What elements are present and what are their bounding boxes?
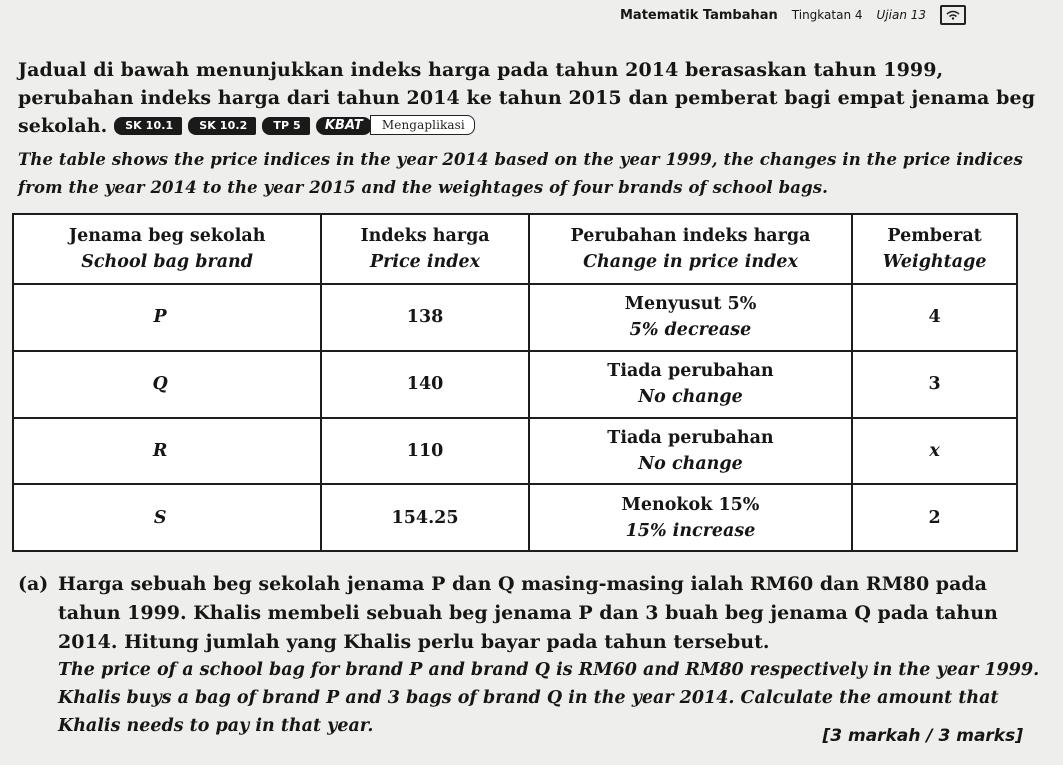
brand-cell: S bbox=[13, 484, 321, 551]
marks-label bbox=[760, 726, 1023, 746]
index-cell: 110 bbox=[321, 418, 529, 485]
table-row bbox=[13, 351, 1017, 418]
page-header bbox=[620, 4, 1040, 26]
subject-title: Matematik Tambahan bbox=[620, 7, 778, 23]
table-row bbox=[13, 418, 1017, 485]
question-english: The price of a school bag for brand P and brand Q is RM60 and RM80 respectively in the year 1999. Khalis buys a bag of brand P and 3 bags of brand Q in the year 2014. Calculate the amount that Khalis needs to pay in that year. bbox=[58, 660, 1040, 736]
header-weightage: Pemberat Weightage bbox=[852, 214, 1017, 284]
change-cell: Menyusut 5% 5% decrease bbox=[529, 284, 852, 351]
weight-cell: x bbox=[852, 418, 1017, 485]
weight-cell: 3 bbox=[852, 351, 1017, 418]
change-cell: Tiada perubahan No change bbox=[529, 418, 852, 485]
header-brand: Jenama beg sekolah School bag brand bbox=[13, 214, 321, 284]
index-cell: 140 bbox=[321, 351, 529, 418]
marks-english: 3 marks] bbox=[938, 726, 1023, 746]
exam-label: Ujian 13 bbox=[876, 8, 927, 22]
question-number: (a) bbox=[18, 573, 49, 595]
intro-malay-text: Jadual di bawah menunjukkan indeks harga pada tahun 2014 berasaskan tahun 1999, perubahan indeks harga dari tahun 2014 ke tahun 2015 dan pemberat bagi empat jenama beg sekolah. bbox=[18, 59, 1036, 137]
intro-malay bbox=[18, 56, 1043, 140]
tag-sk-10-1: SK 10.1 bbox=[114, 117, 182, 135]
tag-tp5: TP 5 bbox=[262, 117, 309, 135]
change-cell: Tiada perubahan No change bbox=[529, 351, 852, 418]
table-row bbox=[13, 284, 1017, 351]
tag-mengaplikasi: Mengaplikasi bbox=[370, 115, 475, 135]
index-cell: 138 bbox=[321, 284, 529, 351]
weight-cell: 4 bbox=[852, 284, 1017, 351]
price-index-table bbox=[12, 213, 1018, 552]
wifi-icon bbox=[940, 5, 966, 25]
form-level: Tingkatan 4 bbox=[791, 8, 863, 22]
brand-cell: Q bbox=[13, 351, 321, 418]
change-cell: Menokok 15% 15% increase bbox=[529, 484, 852, 551]
tag-kbat: KBAT bbox=[316, 117, 372, 135]
brand-cell: R bbox=[13, 418, 321, 485]
brand-cell: P bbox=[13, 284, 321, 351]
header-change: Perubahan indeks harga Change in price index bbox=[529, 214, 852, 284]
question-malay: Harga sebuah beg sekolah jenama P dan Q masing-masing ialah RM60 dan RM80 pada tahun 1999. Khalis membeli sebuah beg jenama P dan 3 buah beg jenama Q pada tahun 2014. Hitung jumlah yang Khalis perlu bayar pada tahun tersebut. bbox=[58, 573, 998, 653]
weight-cell: 2 bbox=[852, 484, 1017, 551]
table-row bbox=[13, 484, 1017, 551]
marks-malay: [3 markah / bbox=[822, 726, 933, 746]
index-cell: 154.25 bbox=[321, 484, 529, 551]
header-price-index: Indeks harga Price index bbox=[321, 214, 529, 284]
intro-english: The table shows the price indices in the year 2014 based on the year 1999, the changes in the price indices from the year 2014 to the year 2015 and the weightages of four brands of school bags. bbox=[18, 150, 1023, 197]
tag-sk-10-2: SK 10.2 bbox=[188, 117, 256, 135]
table-header-row bbox=[13, 214, 1017, 284]
